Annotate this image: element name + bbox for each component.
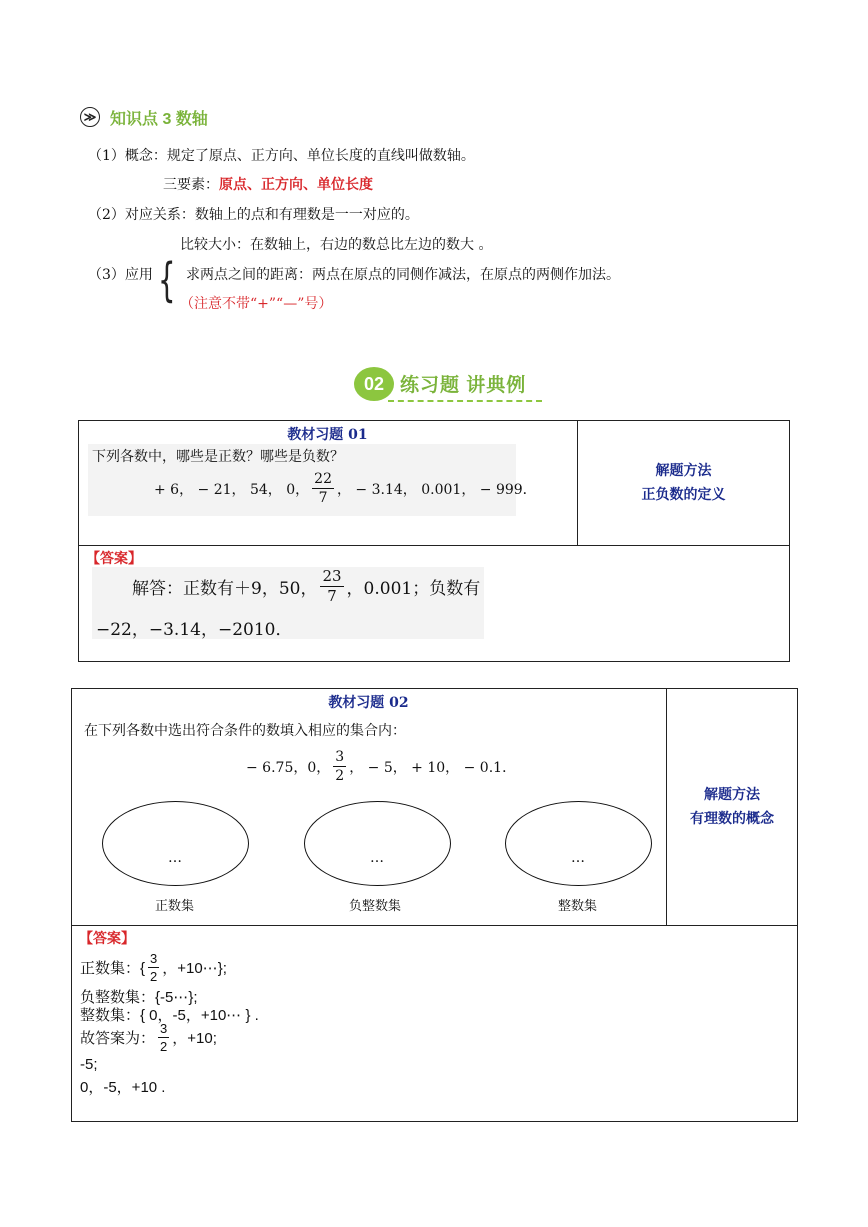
exercise-01-method [577, 458, 790, 506]
answer-line-2: −22，−3.14，−2010． [96, 620, 293, 640]
numerator: 3 [335, 749, 345, 765]
section-underline [388, 400, 542, 402]
chevron-circle-icon: ≫ [80, 107, 100, 127]
answer-final-line-2: -5; [80, 1056, 98, 1073]
elements-line [163, 174, 373, 194]
denominator: 7 [318, 490, 328, 506]
exercise-01-title: 教材习题 01 [287, 427, 368, 443]
answer-image [92, 567, 484, 639]
ellipse-dots: … [571, 850, 585, 866]
answer-tag: 【答案】 [79, 931, 135, 947]
note-line: （注意不带“+”“—”号） [180, 296, 333, 312]
exercise-01-question: 下列各数中，哪些是正数？哪些是负数？ [92, 449, 344, 465]
method-label: 解题方法 [655, 462, 712, 478]
set-label-integer: 整数集 [558, 899, 598, 914]
set-label-negative-integer: 负整数集 [349, 899, 402, 914]
exercise-01-numbers [154, 472, 537, 505]
integer-set-ellipse [505, 801, 652, 886]
distance-line: 求两点之间的距离：两点在原点的同侧作减法，在原点的两侧作加法。 [186, 267, 620, 283]
answer-integer-set: 整数集：{ 0，-5，+10⋯ } . [80, 1007, 259, 1024]
answer-negative-integer-set: 负整数集：{-5⋯}; [80, 989, 198, 1006]
answer-part: 解答：正数有＋9，50， [132, 579, 318, 599]
fraction [158, 1022, 169, 1053]
section-number-badge: 02 [354, 367, 394, 401]
numbers-part: − 6.75，0， [246, 759, 331, 776]
numbers-part: + 6， − 21， 54， 0， [154, 481, 310, 498]
denominator: 7 [327, 587, 337, 605]
divider [71, 925, 798, 926]
answer-part: ，+10⋯}; [162, 960, 227, 977]
answer-final-line-3: 0，-5，+10 . [80, 1079, 166, 1096]
set-label-positive: 正数集 [155, 899, 195, 914]
answer-part: ，+10; [172, 1030, 217, 1047]
section-title: 练习题 讲典例 [400, 375, 527, 396]
knowledge-point-title: 知识点 3 数轴 [110, 111, 208, 128]
apply-label: （3）应用 [88, 267, 153, 283]
answer-part: ，0.001；负数有 [346, 579, 481, 599]
elements-label: 三要素： [163, 177, 219, 193]
divider [78, 545, 790, 546]
numerator: 23 [322, 567, 342, 585]
exercise-02-method [666, 782, 798, 830]
ellipse-dots: … [168, 850, 182, 866]
numbers-part: ， − 3.14， 0.001， − 999． [336, 481, 537, 498]
denominator: 2 [335, 768, 345, 784]
exercise-02-title: 教材习题 02 [328, 695, 409, 711]
answer-line-1 [132, 569, 480, 604]
answer-part: 正数集：{ [80, 960, 146, 977]
numerator: 3 [160, 1021, 168, 1036]
denominator: 2 [150, 969, 158, 984]
answer-positive-set [80, 952, 227, 983]
question-image [88, 444, 537, 516]
fraction [148, 952, 159, 983]
fraction [333, 750, 346, 783]
brace-icon: { [158, 253, 176, 307]
fraction [320, 569, 343, 604]
answer-part: 故答案为： [80, 1030, 156, 1047]
answer-tag: 【答案】 [86, 551, 142, 567]
fraction [312, 472, 334, 505]
elements-value: 原点、正方向、单位长度 [219, 177, 373, 193]
numbers-part: ， − 5， + 10， − 0.1． [349, 759, 517, 776]
positive-set-ellipse [102, 801, 249, 886]
method-label: 解题方法 [704, 786, 760, 802]
ellipse-dots: … [370, 850, 384, 866]
method-value: 有理数的概念 [690, 810, 774, 826]
denominator: 2 [160, 1039, 168, 1054]
negative-integer-set-ellipse [304, 801, 451, 886]
compare-line: 比较大小：在数轴上，右边的数总比左边的数大 。 [180, 237, 493, 253]
numerator: 3 [150, 951, 158, 966]
numerator: 22 [314, 471, 332, 487]
exercise-02-numbers [246, 750, 516, 783]
concept-line: （1）概念：规定了原点、正方向、单位长度的直线叫做数轴。 [88, 148, 475, 164]
answer-final [80, 1022, 217, 1053]
correspondence-line: （2）对应关系：数轴上的点和有理数是一一对应的。 [88, 207, 419, 223]
method-value: 正负数的定义 [641, 486, 726, 502]
exercise-02-question: 在下列各数中选出符合条件的数填入相应的集合内： [84, 723, 406, 739]
